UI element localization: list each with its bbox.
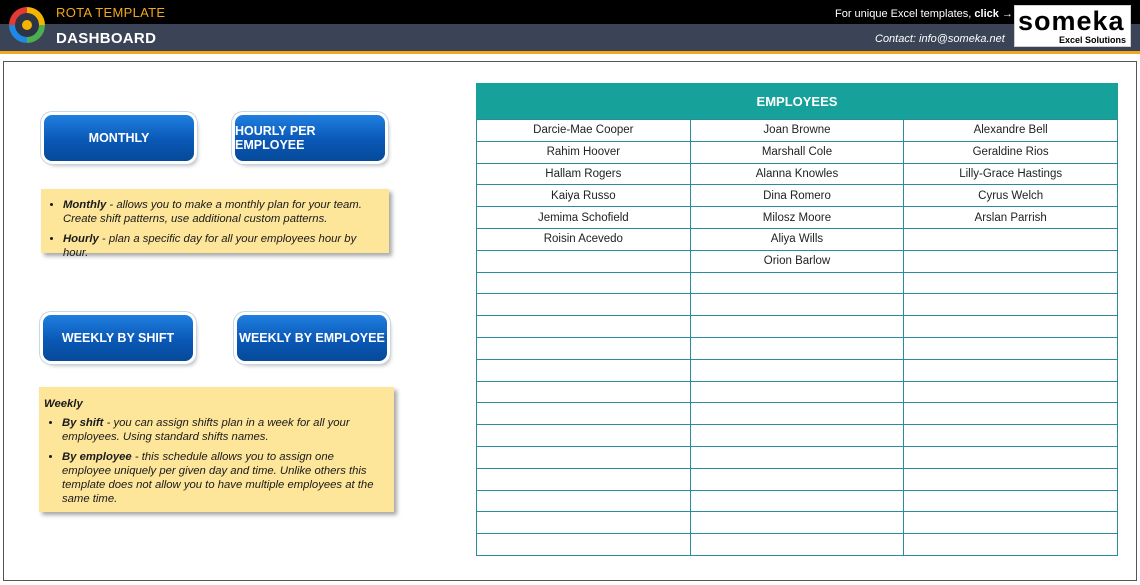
brand-name: someka [1018, 6, 1125, 36]
weekly-by-shift-button[interactable]: WEEKLY BY SHIFT [43, 315, 193, 361]
employee-cell[interactable] [690, 272, 904, 294]
employee-cell[interactable] [690, 403, 904, 425]
employee-cell[interactable] [477, 272, 691, 294]
employee-cell[interactable] [690, 468, 904, 490]
employee-cell[interactable]: Rahim Hoover [477, 141, 691, 163]
table-row [477, 359, 1118, 381]
table-row [477, 381, 1118, 403]
employee-cell[interactable] [477, 294, 691, 316]
table-row [477, 185, 1118, 207]
employee-cell[interactable] [690, 512, 904, 534]
employee-cell[interactable]: Hallam Rogers [477, 163, 691, 185]
table-row [477, 490, 1118, 512]
table-row [477, 534, 1118, 556]
table-row [477, 141, 1118, 163]
note-hourly: • Hourly - plan a specific day for all your employees hour by hour. [63, 232, 383, 260]
employee-cell[interactable] [690, 534, 904, 556]
table-row [477, 250, 1118, 272]
employee-cell[interactable] [477, 446, 691, 468]
employee-cell[interactable] [477, 490, 691, 512]
employee-cell[interactable] [904, 468, 1118, 490]
employee-cell[interactable] [690, 446, 904, 468]
header-accent-line [0, 51, 1140, 54]
table-row [477, 468, 1118, 490]
employee-cell[interactable]: Joan Browne [690, 120, 904, 142]
table-row [477, 316, 1118, 338]
note-by-employee: • By employee - this schedule allows you to assign one employee uniquely per given day and time. Unlike others this template does not allow you to have multiple employees at the same time. [62, 450, 386, 506]
employee-cell[interactable]: Cyrus Welch [904, 185, 1118, 207]
note-weekly-heading: Weekly [44, 398, 83, 410]
employee-cell[interactable]: Jemima Schofield [477, 207, 691, 229]
employee-cell[interactable] [477, 468, 691, 490]
employee-cell[interactable] [477, 534, 691, 556]
employee-cell[interactable] [477, 381, 691, 403]
employee-cell[interactable] [690, 359, 904, 381]
employee-cell[interactable] [690, 316, 904, 338]
employee-cell[interactable]: Arslan Parrish [904, 207, 1118, 229]
employee-cell[interactable] [477, 359, 691, 381]
employee-cell[interactable] [690, 381, 904, 403]
employee-cell[interactable] [477, 403, 691, 425]
app-logo-icon [9, 7, 45, 43]
employee-cell[interactable]: Alexandre Bell [904, 120, 1118, 142]
employee-cell[interactable]: Roisin Acevedo [477, 228, 691, 250]
employee-cell[interactable] [477, 512, 691, 534]
employee-cell[interactable]: Dina Romero [690, 185, 904, 207]
employee-cell[interactable] [904, 316, 1118, 338]
table-row [477, 446, 1118, 468]
employee-cell[interactable]: Milosz Moore [690, 207, 904, 229]
employee-cell[interactable] [477, 250, 691, 272]
table-row [477, 425, 1118, 447]
someka-logo[interactable] [1014, 5, 1131, 47]
employee-cell[interactable]: Alanna Knowles [690, 163, 904, 185]
employee-cell[interactable] [904, 294, 1118, 316]
weekly-note [39, 387, 394, 512]
employee-cell[interactable]: Lilly-Grace Hastings [904, 163, 1118, 185]
employee-cell[interactable] [904, 272, 1118, 294]
employee-cell[interactable] [904, 490, 1118, 512]
employee-cell[interactable]: Darcie-Mae Cooper [477, 120, 691, 142]
employee-cell[interactable]: Geraldine Rios [904, 141, 1118, 163]
employee-cell[interactable] [904, 512, 1118, 534]
employees-header: EMPLOYEES [476, 83, 1118, 120]
monthly-hourly-note [41, 189, 389, 259]
employee-cell[interactable]: Kaiya Russo [477, 185, 691, 207]
table-row [477, 207, 1118, 229]
employee-cell[interactable] [904, 403, 1118, 425]
employee-cell[interactable]: Marshall Cole [690, 141, 904, 163]
table-row [477, 294, 1118, 316]
promo-text[interactable]: For unique Excel templates, click → [835, 8, 1013, 20]
employee-cell[interactable] [904, 425, 1118, 447]
note-monthly: • Monthly - allows you to make a monthly plan for your team. Create shift patterns, use additional custom patterns. [63, 198, 383, 226]
employee-cell[interactable] [477, 337, 691, 359]
employee-cell[interactable]: Orion Barlow [690, 250, 904, 272]
employee-cell[interactable] [690, 337, 904, 359]
app-title: ROTA TEMPLATE [56, 5, 166, 20]
employee-cell[interactable] [904, 250, 1118, 272]
table-row [477, 403, 1118, 425]
note-by-shift: • By shift - you can assign shifts plan in a week for all your employees. Using standard shifts names. [62, 416, 386, 444]
employee-cell[interactable] [904, 228, 1118, 250]
brand-subtitle: Excel Solutions [1058, 35, 1126, 45]
promo-link[interactable]: click → [974, 8, 1013, 20]
employee-cell[interactable] [477, 425, 691, 447]
table-row [477, 120, 1118, 142]
employee-cell[interactable] [904, 381, 1118, 403]
weekly-by-employee-button[interactable]: WEEKLY BY EMPLOYEE [237, 315, 387, 361]
employee-cell[interactable] [690, 425, 904, 447]
contact-email[interactable]: Contact: info@someka.net [875, 33, 1005, 45]
hourly-per-employee-button[interactable]: HOURLY PER EMPLOYEE [235, 115, 385, 161]
employee-cell[interactable] [904, 359, 1118, 381]
employee-cell[interactable] [690, 490, 904, 512]
table-row [477, 272, 1118, 294]
employees-table [476, 119, 1118, 556]
employee-cell[interactable] [904, 534, 1118, 556]
employee-cell[interactable] [904, 337, 1118, 359]
employee-cell[interactable] [690, 294, 904, 316]
page-title: DASHBOARD [56, 30, 157, 47]
table-row [477, 163, 1118, 185]
table-row [477, 337, 1118, 359]
employee-cell[interactable]: Aliya Wills [690, 228, 904, 250]
monthly-button[interactable]: MONTHLY [44, 115, 194, 161]
table-row [477, 512, 1118, 534]
employee-cell[interactable] [904, 446, 1118, 468]
table-row [477, 228, 1118, 250]
employee-cell[interactable] [477, 316, 691, 338]
